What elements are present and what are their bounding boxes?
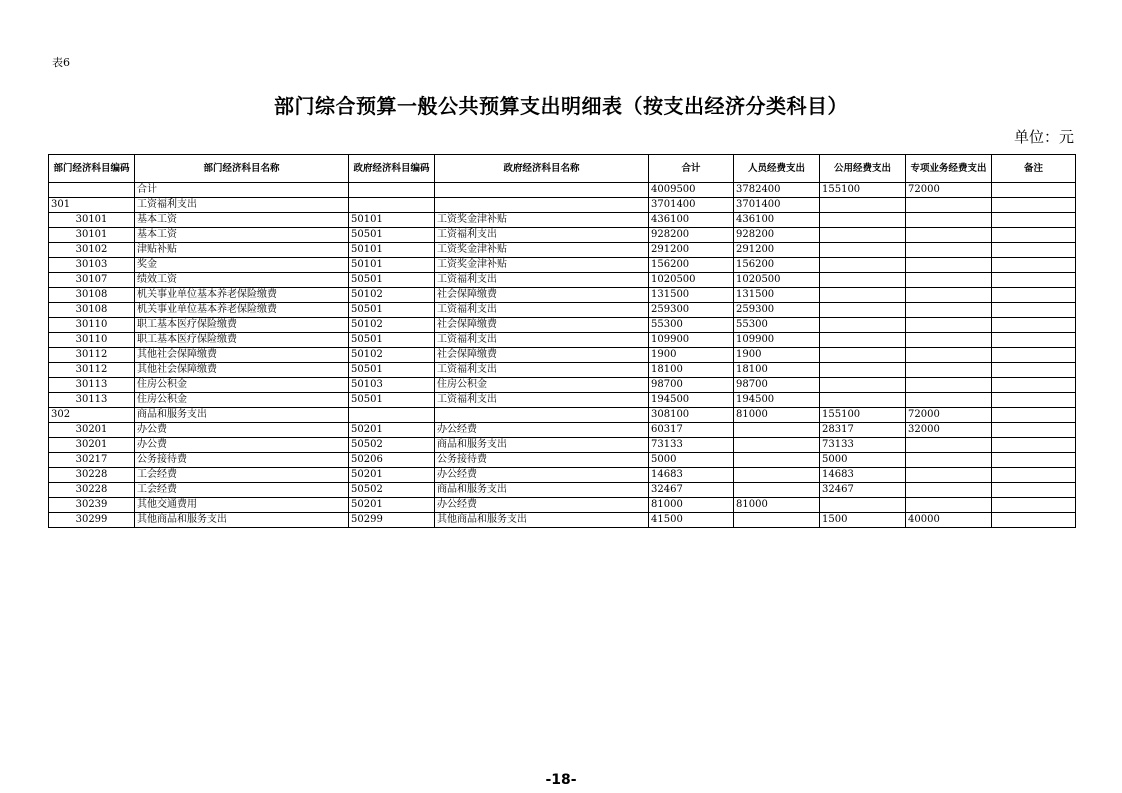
table-row	[49, 378, 1076, 393]
table-row	[49, 198, 1076, 213]
cell-special	[906, 273, 992, 288]
cell-gov-name	[435, 198, 649, 213]
table-row	[49, 468, 1076, 483]
cell-public: 14683	[820, 468, 906, 483]
cell-gov-code: 50299	[349, 513, 435, 528]
cell-note	[992, 273, 1076, 288]
cell-dept-name: 其他社会保障缴费	[135, 363, 349, 378]
table-row	[49, 408, 1076, 423]
cell-public	[820, 213, 906, 228]
cell-note	[992, 348, 1076, 363]
cell-public: 1500	[820, 513, 906, 528]
cell-public	[820, 393, 906, 408]
cell-special	[906, 333, 992, 348]
cell-total: 291200	[649, 243, 734, 258]
cell-public	[820, 303, 906, 318]
cell-total: 41500	[649, 513, 734, 528]
cell-public: 155100	[820, 408, 906, 423]
cell-personnel	[734, 468, 820, 483]
cell-dept-name: 办公费	[135, 423, 349, 438]
cell-personnel: 194500	[734, 393, 820, 408]
cell-gov-name: 工资福利支出	[435, 333, 649, 348]
col-header-total: 合计	[649, 155, 734, 183]
cell-total: 928200	[649, 228, 734, 243]
cell-public	[820, 498, 906, 513]
cell-dept-code: 30108	[49, 303, 135, 318]
cell-personnel: 131500	[734, 288, 820, 303]
cell-dept-name: 绩效工资	[135, 273, 349, 288]
cell-gov-code: 50501	[349, 228, 435, 243]
cell-note	[992, 333, 1076, 348]
cell-note	[992, 258, 1076, 273]
cell-dept-name: 奖金	[135, 258, 349, 273]
cell-gov-name: 住房公积金	[435, 378, 649, 393]
cell-personnel: 3782400	[734, 183, 820, 198]
cell-note	[992, 378, 1076, 393]
cell-dept-name: 基本工资	[135, 228, 349, 243]
cell-public	[820, 258, 906, 273]
cell-personnel: 3701400	[734, 198, 820, 213]
cell-total: 194500	[649, 393, 734, 408]
cell-gov-name: 其他商品和服务支出	[435, 513, 649, 528]
cell-total: 5000	[649, 453, 734, 468]
cell-total: 81000	[649, 498, 734, 513]
cell-total: 436100	[649, 213, 734, 228]
cell-dept-name: 住房公积金	[135, 393, 349, 408]
col-header-personnel: 人员经费支出	[734, 155, 820, 183]
cell-personnel: 98700	[734, 378, 820, 393]
cell-gov-name	[435, 408, 649, 423]
cell-total: 131500	[649, 288, 734, 303]
table-row	[49, 423, 1076, 438]
cell-special	[906, 378, 992, 393]
cell-total: 18100	[649, 363, 734, 378]
cell-total: 60317	[649, 423, 734, 438]
cell-note	[992, 183, 1076, 198]
cell-gov-name: 商品和服务支出	[435, 483, 649, 498]
cell-public	[820, 333, 906, 348]
cell-special	[906, 438, 992, 453]
cell-gov-code	[349, 408, 435, 423]
cell-public	[820, 198, 906, 213]
cell-special	[906, 228, 992, 243]
cell-dept-code: 301	[49, 198, 135, 213]
cell-note	[992, 198, 1076, 213]
cell-dept-code: 30239	[49, 498, 135, 513]
cell-total: 98700	[649, 378, 734, 393]
cell-dept-name: 职工基本医疗保险缴费	[135, 333, 349, 348]
unit-label: 单位：元	[1013, 128, 1074, 146]
cell-dept-name: 机关事业单位基本养老保险缴费	[135, 303, 349, 318]
cell-total: 308100	[649, 408, 734, 423]
cell-gov-code	[349, 198, 435, 213]
cell-personnel	[734, 483, 820, 498]
table-row	[49, 273, 1076, 288]
table-row	[49, 438, 1076, 453]
cell-public: 28317	[820, 423, 906, 438]
cell-dept-name: 津贴补贴	[135, 243, 349, 258]
table-row	[49, 483, 1076, 498]
cell-gov-code: 50201	[349, 423, 435, 438]
cell-personnel	[734, 423, 820, 438]
cell-note	[992, 408, 1076, 423]
cell-gov-code: 50102	[349, 348, 435, 363]
cell-total: 1900	[649, 348, 734, 363]
cell-dept-code: 302	[49, 408, 135, 423]
cell-total: 73133	[649, 438, 734, 453]
cell-gov-code: 50501	[349, 273, 435, 288]
table-row	[49, 228, 1076, 243]
cell-total: 14683	[649, 468, 734, 483]
cell-public	[820, 378, 906, 393]
cell-note	[992, 228, 1076, 243]
cell-gov-code: 50501	[349, 303, 435, 318]
cell-total: 109900	[649, 333, 734, 348]
cell-special	[906, 198, 992, 213]
table-number: 表6	[52, 56, 70, 69]
col-header-public: 公用经费支出	[820, 155, 906, 183]
cell-personnel: 18100	[734, 363, 820, 378]
cell-gov-code	[349, 183, 435, 198]
cell-gov-name: 社会保障缴费	[435, 318, 649, 333]
cell-dept-code: 30107	[49, 273, 135, 288]
cell-gov-code: 50501	[349, 393, 435, 408]
col-header-gov-code: 政府经济科目编码	[349, 155, 435, 183]
col-header-special: 专项业务经费支出	[906, 155, 992, 183]
cell-dept-code: 30113	[49, 393, 135, 408]
cell-gov-name: 办公经费	[435, 468, 649, 483]
cell-dept-name: 商品和服务支出	[135, 408, 349, 423]
cell-public: 32467	[820, 483, 906, 498]
cell-dept-name: 工会经费	[135, 483, 349, 498]
cell-total: 3701400	[649, 198, 734, 213]
cell-gov-code: 50101	[349, 258, 435, 273]
cell-dept-name: 合计	[135, 183, 349, 198]
cell-note	[992, 453, 1076, 468]
cell-total: 156200	[649, 258, 734, 273]
cell-gov-name: 工资福利支出	[435, 228, 649, 243]
cell-special	[906, 498, 992, 513]
cell-gov-code: 50102	[349, 288, 435, 303]
cell-public	[820, 273, 906, 288]
cell-special	[906, 453, 992, 468]
cell-gov-code: 50102	[349, 318, 435, 333]
cell-dept-code: 30228	[49, 483, 135, 498]
cell-gov-name: 工资奖金津补贴	[435, 243, 649, 258]
cell-special	[906, 363, 992, 378]
cell-dept-code: 30101	[49, 228, 135, 243]
cell-gov-name: 办公经费	[435, 423, 649, 438]
cell-note	[992, 513, 1076, 528]
cell-dept-code: 30299	[49, 513, 135, 528]
cell-note	[992, 363, 1076, 378]
cell-gov-name: 工资奖金津补贴	[435, 213, 649, 228]
cell-special	[906, 288, 992, 303]
cell-public	[820, 348, 906, 363]
cell-personnel: 1900	[734, 348, 820, 363]
cell-dept-code: 30201	[49, 423, 135, 438]
cell-gov-name: 公务接待费	[435, 453, 649, 468]
table-row	[49, 498, 1076, 513]
cell-personnel: 81000	[734, 498, 820, 513]
cell-gov-name: 社会保障缴费	[435, 348, 649, 363]
cell-dept-name: 工资福利支出	[135, 198, 349, 213]
cell-dept-name: 住房公积金	[135, 378, 349, 393]
table-row	[49, 318, 1076, 333]
cell-dept-code: 30228	[49, 468, 135, 483]
cell-special	[906, 393, 992, 408]
cell-gov-name: 工资福利支出	[435, 303, 649, 318]
cell-special	[906, 258, 992, 273]
cell-total: 4009500	[649, 183, 734, 198]
cell-dept-code: 30217	[49, 453, 135, 468]
cell-special: 32000	[906, 423, 992, 438]
cell-note	[992, 393, 1076, 408]
cell-gov-name: 办公经费	[435, 498, 649, 513]
cell-dept-code: 30112	[49, 363, 135, 378]
cell-total: 55300	[649, 318, 734, 333]
cell-gov-code: 50502	[349, 483, 435, 498]
cell-gov-code: 50206	[349, 453, 435, 468]
cell-dept-code: 30201	[49, 438, 135, 453]
cell-gov-name	[435, 183, 649, 198]
cell-special: 72000	[906, 408, 992, 423]
cell-dept-code: 30112	[49, 348, 135, 363]
cell-gov-code: 50502	[349, 438, 435, 453]
table-row	[49, 453, 1076, 468]
table-row	[49, 513, 1076, 528]
cell-personnel: 291200	[734, 243, 820, 258]
cell-public	[820, 288, 906, 303]
cell-public: 5000	[820, 453, 906, 468]
col-header-note: 备注	[992, 155, 1076, 183]
cell-special	[906, 348, 992, 363]
cell-note	[992, 483, 1076, 498]
cell-special	[906, 468, 992, 483]
cell-note	[992, 213, 1076, 228]
cell-total: 32467	[649, 483, 734, 498]
cell-note	[992, 498, 1076, 513]
table-header-row	[49, 155, 1076, 183]
table-row	[49, 213, 1076, 228]
cell-personnel	[734, 513, 820, 528]
cell-dept-name: 机关事业单位基本养老保险缴费	[135, 288, 349, 303]
cell-dept-code	[49, 183, 135, 198]
cell-dept-name: 办公费	[135, 438, 349, 453]
cell-public: 155100	[820, 183, 906, 198]
cell-dept-code: 30110	[49, 333, 135, 348]
cell-personnel: 109900	[734, 333, 820, 348]
cell-special: 72000	[906, 183, 992, 198]
cell-gov-code: 50201	[349, 498, 435, 513]
cell-special	[906, 483, 992, 498]
cell-dept-name: 其他社会保障缴费	[135, 348, 349, 363]
cell-note	[992, 438, 1076, 453]
budget-table	[48, 154, 1076, 528]
table-row	[49, 243, 1076, 258]
cell-personnel: 156200	[734, 258, 820, 273]
cell-public	[820, 228, 906, 243]
cell-gov-name: 商品和服务支出	[435, 438, 649, 453]
cell-personnel: 259300	[734, 303, 820, 318]
cell-gov-code: 50103	[349, 378, 435, 393]
cell-public	[820, 243, 906, 258]
cell-dept-name: 其他商品和服务支出	[135, 513, 349, 528]
cell-dept-code: 30113	[49, 378, 135, 393]
cell-special: 40000	[906, 513, 992, 528]
cell-special	[906, 318, 992, 333]
cell-dept-code: 30102	[49, 243, 135, 258]
table-row	[49, 363, 1076, 378]
cell-dept-name: 基本工资	[135, 213, 349, 228]
cell-gov-code: 50201	[349, 468, 435, 483]
cell-dept-name: 职工基本医疗保险缴费	[135, 318, 349, 333]
cell-note	[992, 288, 1076, 303]
cell-dept-code: 30101	[49, 213, 135, 228]
cell-personnel: 928200	[734, 228, 820, 243]
cell-gov-code: 50501	[349, 363, 435, 378]
cell-dept-code: 30103	[49, 258, 135, 273]
cell-public	[820, 363, 906, 378]
col-header-gov-name: 政府经济科目名称	[435, 155, 649, 183]
table-row	[49, 183, 1076, 198]
table-row	[49, 288, 1076, 303]
cell-gov-code: 50501	[349, 333, 435, 348]
cell-total: 259300	[649, 303, 734, 318]
table-row	[49, 393, 1076, 408]
table-row	[49, 333, 1076, 348]
cell-dept-name: 公务接待费	[135, 453, 349, 468]
cell-public: 73133	[820, 438, 906, 453]
cell-gov-name: 社会保障缴费	[435, 288, 649, 303]
cell-gov-code: 50101	[349, 213, 435, 228]
cell-dept-name: 其他交通费用	[135, 498, 349, 513]
cell-note	[992, 468, 1076, 483]
cell-gov-name: 工资福利支出	[435, 363, 649, 378]
page-title: 部门综合预算一般公共预算支出明细表（按支出经济分类科目）	[274, 94, 848, 118]
cell-special	[906, 243, 992, 258]
cell-dept-code: 30110	[49, 318, 135, 333]
cell-special	[906, 303, 992, 318]
page-number: -18-	[545, 772, 577, 788]
cell-note	[992, 243, 1076, 258]
cell-dept-code: 30108	[49, 288, 135, 303]
cell-note	[992, 303, 1076, 318]
cell-special	[906, 213, 992, 228]
cell-gov-name: 工资福利支出	[435, 273, 649, 288]
cell-public	[820, 318, 906, 333]
cell-personnel	[734, 453, 820, 468]
cell-gov-code: 50101	[349, 243, 435, 258]
cell-total: 1020500	[649, 273, 734, 288]
cell-gov-name: 工资福利支出	[435, 393, 649, 408]
col-header-dept-name: 部门经济科目名称	[135, 155, 349, 183]
cell-note	[992, 423, 1076, 438]
cell-personnel: 1020500	[734, 273, 820, 288]
table-row	[49, 258, 1076, 273]
table-row	[49, 348, 1076, 363]
cell-personnel: 55300	[734, 318, 820, 333]
col-header-dept-code: 部门经济科目编码	[49, 155, 135, 183]
cell-gov-name: 工资奖金津补贴	[435, 258, 649, 273]
cell-personnel	[734, 438, 820, 453]
cell-note	[992, 318, 1076, 333]
table-body	[49, 183, 1076, 528]
cell-personnel: 81000	[734, 408, 820, 423]
cell-personnel: 436100	[734, 213, 820, 228]
table-row	[49, 303, 1076, 318]
cell-dept-name: 工会经费	[135, 468, 349, 483]
